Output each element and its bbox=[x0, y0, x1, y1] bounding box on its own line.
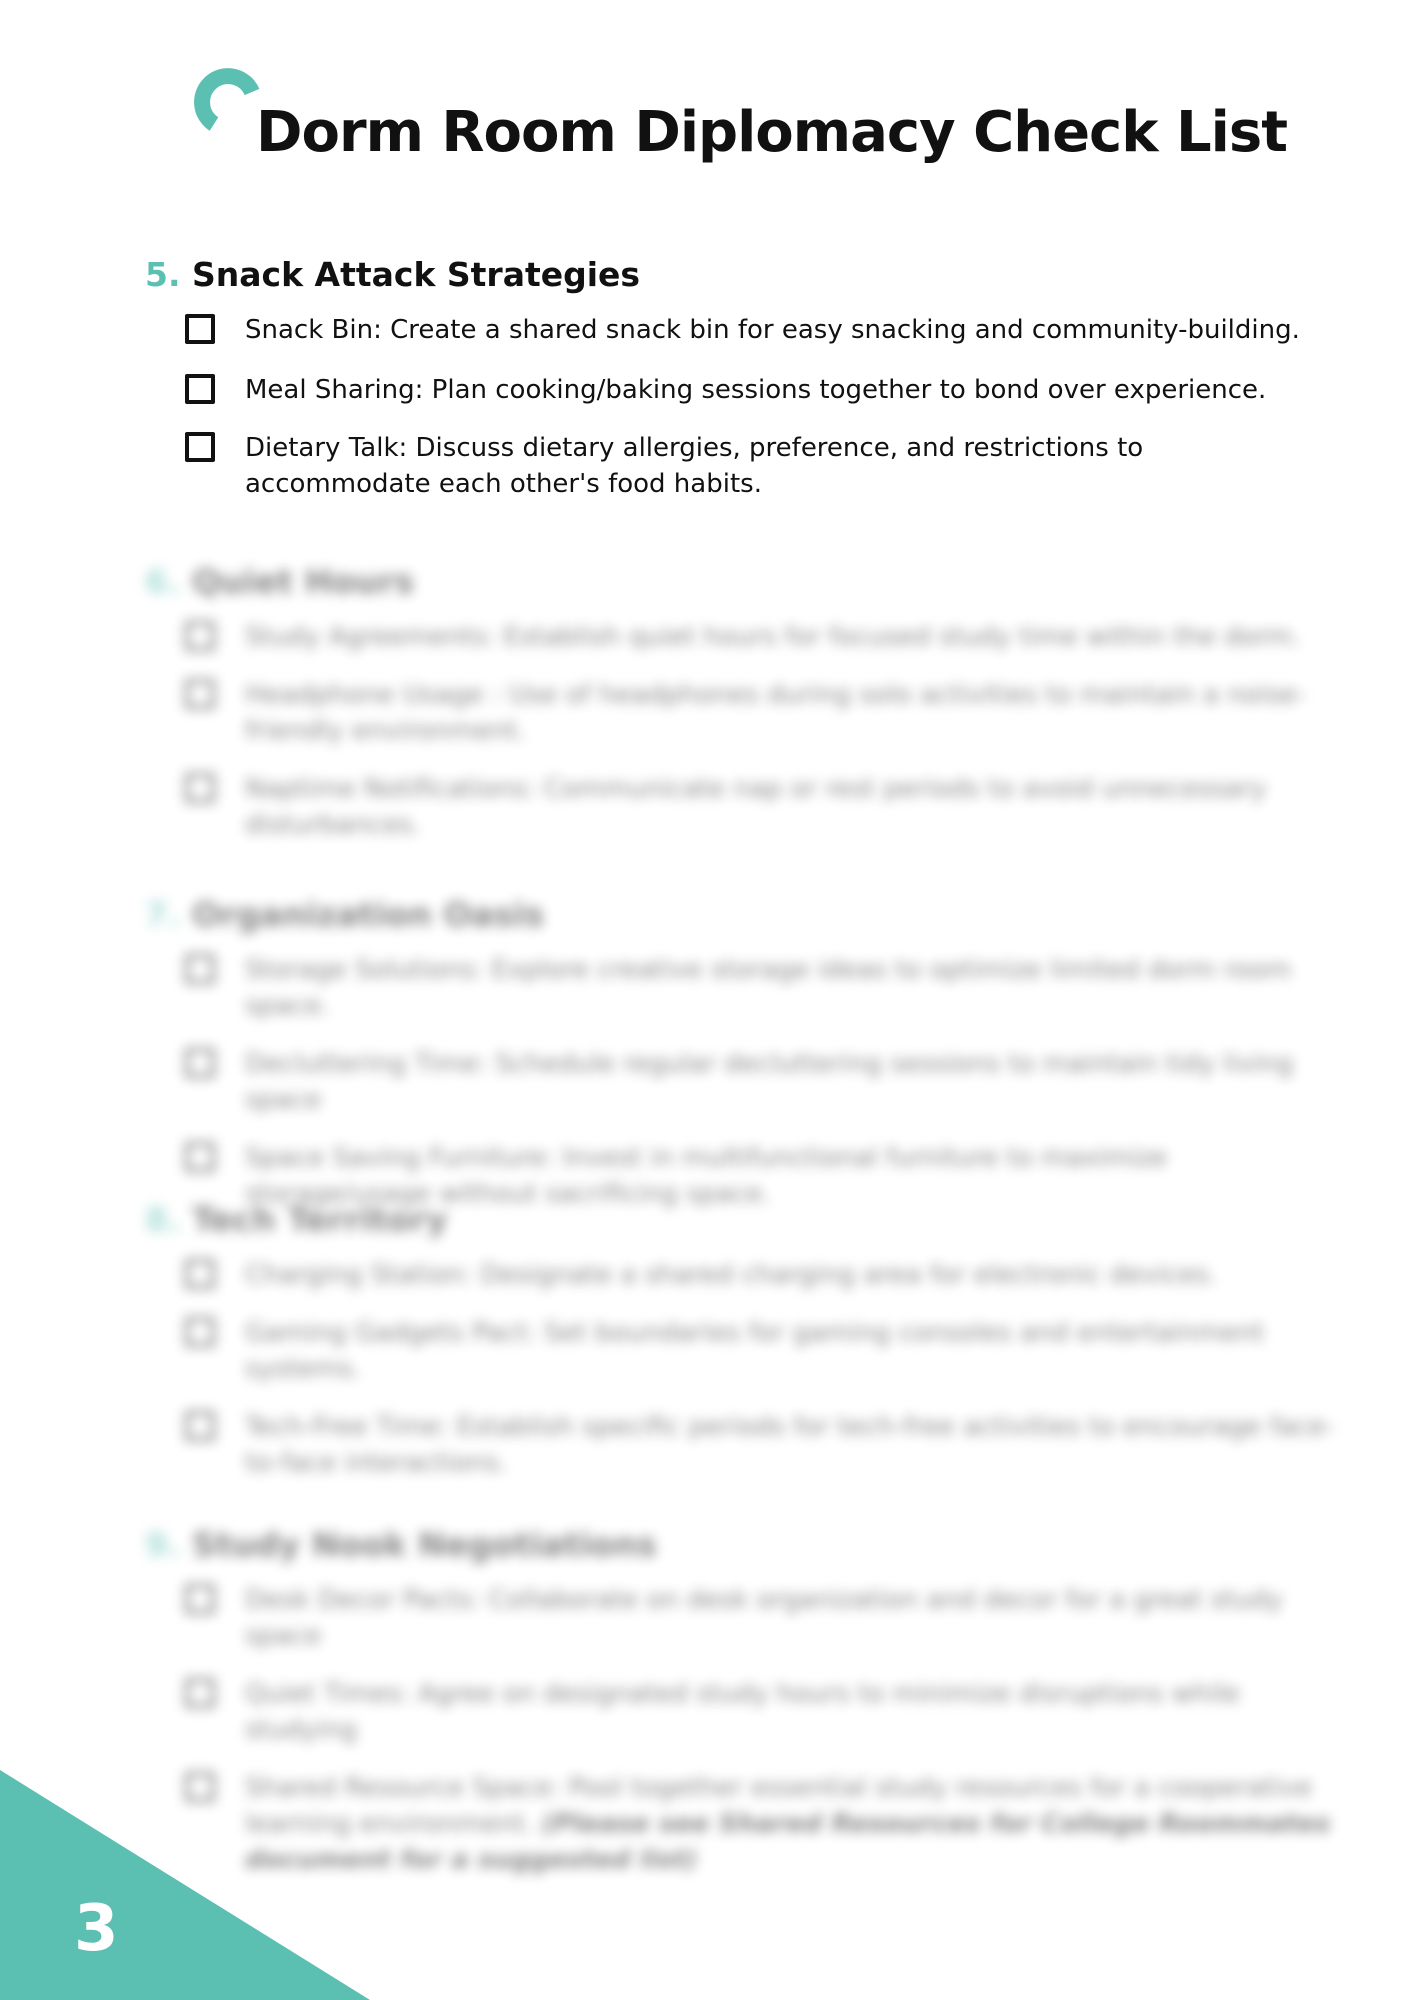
item-text: Study Agreements: Establish quiet hours for focused study time within the dorm. bbox=[245, 622, 1301, 652]
item-text bbox=[245, 1770, 1335, 1878]
item-text: Charging Station: Designate a shared charging area for electronic devices. bbox=[245, 1260, 1217, 1290]
checkbox[interactable] bbox=[185, 1678, 215, 1708]
section-number: 6. bbox=[145, 562, 181, 601]
section-title: Quiet Hours bbox=[192, 562, 415, 601]
checklist-item bbox=[145, 771, 1375, 843]
corner-triangle-decoration bbox=[0, 1770, 370, 2000]
section-snack-attack bbox=[145, 255, 1375, 524]
section-heading bbox=[145, 1200, 1375, 1239]
checklist-item bbox=[145, 312, 1375, 348]
checkbox[interactable] bbox=[185, 679, 215, 709]
checkbox[interactable] bbox=[185, 1048, 215, 1078]
section-tech-territory bbox=[145, 1200, 1375, 1503]
checkbox[interactable] bbox=[185, 1584, 215, 1614]
logo-arc-icon bbox=[192, 66, 264, 138]
section-number: 8. bbox=[145, 1200, 181, 1239]
item-text: Naptime Notifications: Communicate nap or rest periods to avoid unnecessary disturbances. bbox=[245, 774, 1267, 840]
checkbox[interactable] bbox=[185, 954, 215, 984]
checkbox[interactable] bbox=[185, 621, 215, 651]
section-title: Study Nook Negotiations bbox=[192, 1525, 657, 1564]
item-note: (Please see Shared Resources for College Roommates document for a suggested list) bbox=[245, 1809, 1331, 1875]
section-heading bbox=[145, 1525, 1375, 1564]
checklist-item bbox=[145, 430, 1375, 502]
section-heading bbox=[145, 562, 1375, 601]
item-text: Space Saving Furniture: Invest in multifunctional furniture to maximize storage/usage without sacrificing space. bbox=[245, 1143, 1168, 1209]
item-text: Meal Sharing: Plan cooking/baking sessions together to bond over experience. bbox=[245, 375, 1267, 405]
checklist-item bbox=[145, 1315, 1375, 1387]
checklist-item bbox=[145, 372, 1375, 408]
checklist-item bbox=[145, 1046, 1375, 1118]
checkbox[interactable] bbox=[185, 773, 215, 803]
item-text-main: Shared Resource Space: Pool together essential study resources for a cooperative learning environment. bbox=[245, 1773, 1313, 1839]
section-number: 9. bbox=[145, 1525, 181, 1564]
item-text: Quiet Times: Agree on designated study hours to minimize disruptions while studying bbox=[245, 1679, 1240, 1745]
checklist-item bbox=[145, 952, 1375, 1024]
item-text: Dietary Talk: Discuss dietary allergies, preference, and restrictions to accommodate each other's food habits. bbox=[245, 433, 1144, 499]
checkbox[interactable] bbox=[185, 314, 215, 344]
page-number: 3 bbox=[74, 1892, 119, 1966]
section-title: Organization Oasis bbox=[192, 895, 545, 934]
checklist-item bbox=[145, 1676, 1375, 1748]
checkbox[interactable] bbox=[185, 374, 215, 404]
section-title: Snack Attack Strategies bbox=[192, 255, 641, 294]
checkbox[interactable] bbox=[185, 1317, 215, 1347]
checkbox[interactable] bbox=[185, 1259, 215, 1289]
checkbox[interactable] bbox=[185, 1411, 215, 1441]
checklist-item bbox=[145, 1582, 1375, 1654]
section-quiet-hours bbox=[145, 562, 1375, 865]
checklist-item bbox=[145, 1409, 1375, 1481]
item-text: Decluttering Time: Schedule regular decluttering sessions to maintain tidy living space bbox=[245, 1049, 1294, 1115]
item-text: Storage Solutions: Explore creative storage ideas to optimize limited dorm room space. bbox=[245, 955, 1292, 1021]
checklist-item bbox=[145, 677, 1375, 749]
page-title: Dorm Room Diplomacy Check List bbox=[256, 100, 1287, 165]
section-heading bbox=[145, 255, 1375, 294]
checklist-item bbox=[145, 1257, 1375, 1293]
item-text: Gaming Gadgets Pact: Set boundaries for gaming consoles and entertainment systems. bbox=[245, 1318, 1265, 1384]
item-text: Snack Bin: Create a shared snack bin for easy snacking and community-building. bbox=[245, 315, 1300, 345]
section-number: 7. bbox=[145, 895, 181, 934]
item-text: Headphone Usage : Use of headphones during solo activities to maintain a noise-friendly environment. bbox=[245, 680, 1306, 746]
item-text: Desk Decor Pacts: Collaborate on desk organization and decor for a great study space bbox=[245, 1585, 1283, 1651]
item-text: Tech-Free Time: Establish specific periods for tech-free activities to encourage face-to-face interactions. bbox=[245, 1412, 1335, 1478]
checkbox[interactable] bbox=[185, 432, 215, 462]
section-organization-oasis bbox=[145, 895, 1375, 1234]
checkbox[interactable] bbox=[185, 1142, 215, 1172]
section-number: 5. bbox=[145, 255, 181, 294]
checklist-item bbox=[145, 619, 1375, 655]
section-heading bbox=[145, 895, 1375, 934]
section-title: Tech Territory bbox=[192, 1200, 448, 1239]
